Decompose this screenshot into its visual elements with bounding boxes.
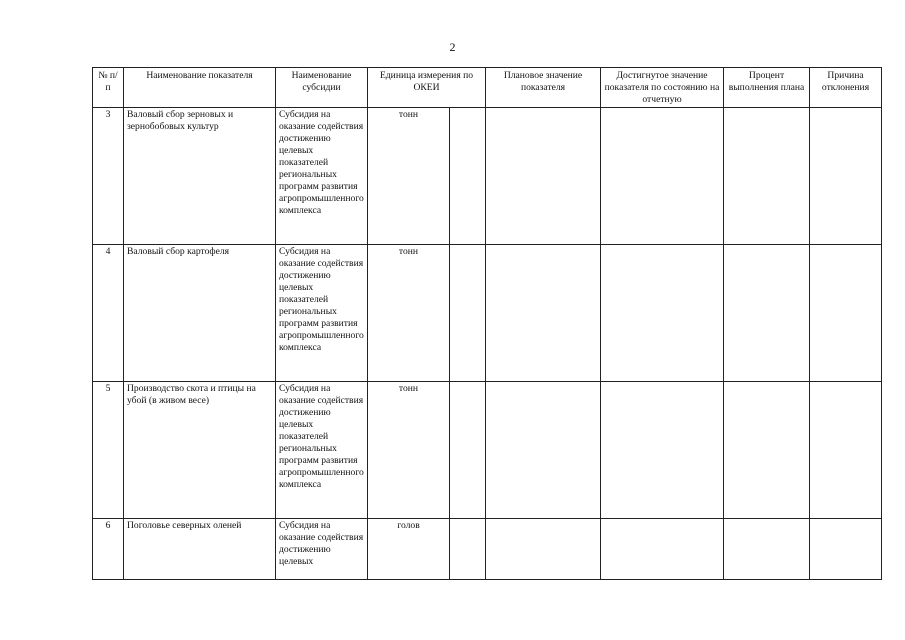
indicator-name: Валовый сбор зерновых и зернобобовых культур [124, 108, 276, 245]
table-row [93, 108, 882, 245]
page-number: 2 [449, 40, 456, 54]
subsidy-name: Субсидия на оказание содействия достижению целевых показателей региональных программ развития агропромышленного комплекса [276, 108, 368, 245]
percent-cell [724, 245, 810, 382]
unit-name: тонн [368, 382, 450, 519]
header-indicator: Наименование показателя [124, 68, 276, 108]
subsidy-name: Субсидия на оказание содействия достижению целевых [276, 519, 368, 580]
achieved-value-cell [601, 245, 724, 382]
header-reason: Причина отклонения [810, 68, 882, 108]
table-row [93, 519, 882, 580]
unit-code-cell [450, 245, 486, 382]
percent-cell [724, 519, 810, 580]
header-subsidy: Наименование субсидии [276, 68, 368, 108]
reason-cell [810, 519, 882, 580]
indicator-name: Поголовье северных оленей [124, 519, 276, 580]
header-num: № п/п [93, 68, 124, 108]
reason-cell [810, 108, 882, 245]
unit-name: тонн [368, 245, 450, 382]
row-number: 3 [93, 108, 124, 245]
header-planned: Плановое значение показателя [486, 68, 601, 108]
planned-value-cell [486, 245, 601, 382]
header-achieved: Достигнутое значение показателя по состоянию на отчетную [601, 68, 724, 108]
planned-value-cell [486, 382, 601, 519]
subsidy-name: Субсидия на оказание содействия достижению целевых показателей региональных программ развития агропромышленного комплекса [276, 382, 368, 519]
row-number: 4 [93, 245, 124, 382]
unit-name: голов [368, 519, 450, 580]
row-number: 5 [93, 382, 124, 519]
indicator-name: Валовый сбор картофеля [124, 245, 276, 382]
achieved-value-cell [601, 519, 724, 580]
unit-name: тонн [368, 108, 450, 245]
unit-code-cell [450, 108, 486, 245]
table-header-row [93, 68, 882, 108]
planned-value-cell [486, 519, 601, 580]
percent-cell [724, 382, 810, 519]
table-row [93, 245, 882, 382]
reason-cell [810, 382, 882, 519]
table-row [93, 382, 882, 519]
reason-cell [810, 245, 882, 382]
indicator-name: Производство скота и птицы на убой (в живом весе) [124, 382, 276, 519]
header-percent: Процент выполнения плана [724, 68, 810, 108]
indicators-table [92, 67, 882, 580]
header-unit: Единица измерения по ОКЕИ [368, 68, 486, 108]
achieved-value-cell [601, 108, 724, 245]
row-number: 6 [93, 519, 124, 580]
unit-code-cell [450, 519, 486, 580]
percent-cell [724, 108, 810, 245]
planned-value-cell [486, 108, 601, 245]
unit-code-cell [450, 382, 486, 519]
subsidy-name: Субсидия на оказание содействия достижению целевых показателей региональных программ развития агропромышленного комплекса [276, 245, 368, 382]
achieved-value-cell [601, 382, 724, 519]
